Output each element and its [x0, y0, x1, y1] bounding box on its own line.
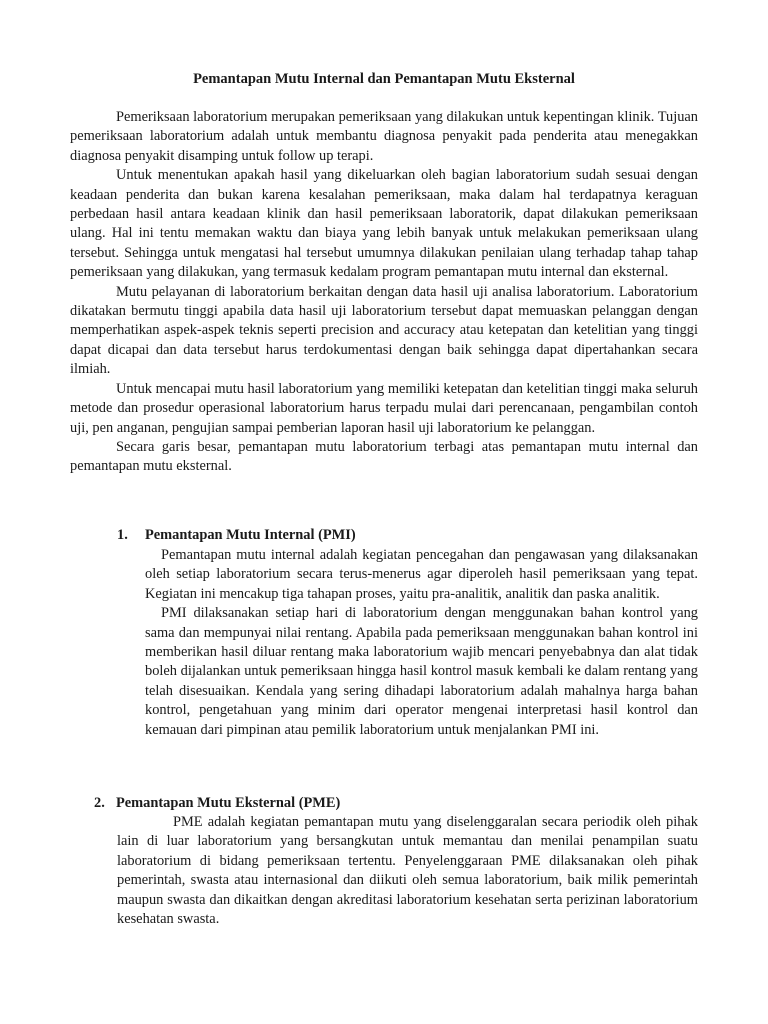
paragraph: Secara garis besar, pemantapan mutu laboratorium terbagi atas pemantapan mutu internal dan pemantapan mutu eksternal. [70, 438, 698, 475]
paragraph: Pemantapan mutu internal adalah kegiatan pencegahan dan pengawasan yang dilaksanakan oleh setiap laboratorium secara terus-menerus agar diperoleh hasil pemeriksaan yang tepat. Kegiatan ini mencakup tiga tahapan proses, yaitu pra-analitik, analitik dan paska analitik. [145, 547, 698, 602]
section-title: Pemantapan Mutu Internal (PMI) [145, 527, 356, 543]
section-heading-pme [94, 794, 340, 813]
section-body-pme [117, 813, 698, 929]
paragraph: Pemeriksaan laboratorium merupakan pemeriksaan yang dilakukan untuk kepentingan klinik. Tujuan pemeriksaan laboratorium adalah untuk membantu diagnosa penyakit pada penderita atau menegakkan diagnosa penyakit disamping untuk follow up terapi. [70, 109, 698, 164]
paragraph: Untuk mencapai mutu hasil laboratorium yang memiliki ketepatan dan ketelitian tinggi maka seluruh metode dan prosedur operasional laboratorium harus terpadu mulai dari perencanaan, pengambilan contoh uji, pen anganan, pengujian sampai pemberian laporan hasil uji laboratorium ke pelanggan. [70, 380, 698, 436]
document-title: Pemantapan Mutu Internal dan Pemantapan Mutu Eksternal [193, 71, 575, 87]
section-body-pmi [145, 546, 698, 740]
section-number: 2. [94, 795, 105, 811]
paragraph: Untuk menentukan apakah hasil yang dikeluarkan oleh bagian laboratorium sudah sesuai dengan keadaan penderita dan bukan karena kesalahan pemeriksaan, maka dalam hal terdapatnya keraguan perbedaan hasil antara keadaan klinik dan hasil pemeriksaan laboratorik, dapat dilakukan pemeriksaan ulang. Hal ini tentu memakan waktu dan biaya yang lebih banyak untuk melakukan pemeriksaan ulang tersebut. Sehingga untuk mengatasi hal tersebut umumnya dilakukan penilaian ulang terhadap tahap tahap pemeriksaan yang dilakukan, yang termasuk kedalam program pemantapan mutu internal dan eksternal. [70, 167, 698, 281]
section-number: 1. [117, 527, 128, 543]
intro-body [70, 108, 698, 477]
section-heading-pmi [117, 526, 356, 545]
paragraph: PMI dilaksanakan setiap hari di laboratorium dengan menggunakan bahan kontrol yang sama dan mempunyai nilai rentang. Apabila pada pemeriksaan menggunakan bahan kontrol ini memberikan hasil diluar rentang maka laboratorium wajib mencari penyebabnya dan alat tidak boleh dijalankan untuk pemeriksaan hingga hasil kontrol masuk kembali ke dalam rentang yang telah disesuaikan. Kendala yang sering dihadapi laboratorium adalah mahalnya harga bahan kontrol, pengetahuan yang minim dari operator mengenai interpretasi hasil kontrol dan kemauan dari pimpinan atau pemilik laboratorium untuk menjalankan PMI ini. [145, 605, 698, 738]
paragraph: PME adalah kegiatan pemantapan mutu yang diselenggaralan secara periodik oleh pihak lain di luar laboratorium yang bersangkutan untuk memantau dan menilai penampilan suatu laboratorium di bidang pemeriksaan tertentu. Penyelenggaraan PME dilaksanakan oleh pihak pemerintah, swasta atau internasional dan diikuti oleh semua laboratorium, baik milik pemerintah maupun swasta dan dikaitkan dengan akreditasi laboratorium kesehatan serta perizinan laboratorium kesehatan swasta. [117, 814, 698, 928]
paragraph: Mutu pelayanan di laboratorium berkaitan dengan data hasil uji analisa laboratorium. Laboratorium dikatakan bermutu tinggi apabila data hasil uji laboratorium tersebut dapat memuaskan pelanggan dengan memperhatikan aspek-aspek teknis seperti precision and accuracy atau ketepatan dan ketelitian yang tinggi dapat dicapai dan data tersebut harus terdokumentasi dengan baik sehingga dapat dipertahankan secara ilmiah. [70, 283, 698, 378]
section-title: Pemantapan Mutu Eksternal (PME) [116, 795, 341, 811]
